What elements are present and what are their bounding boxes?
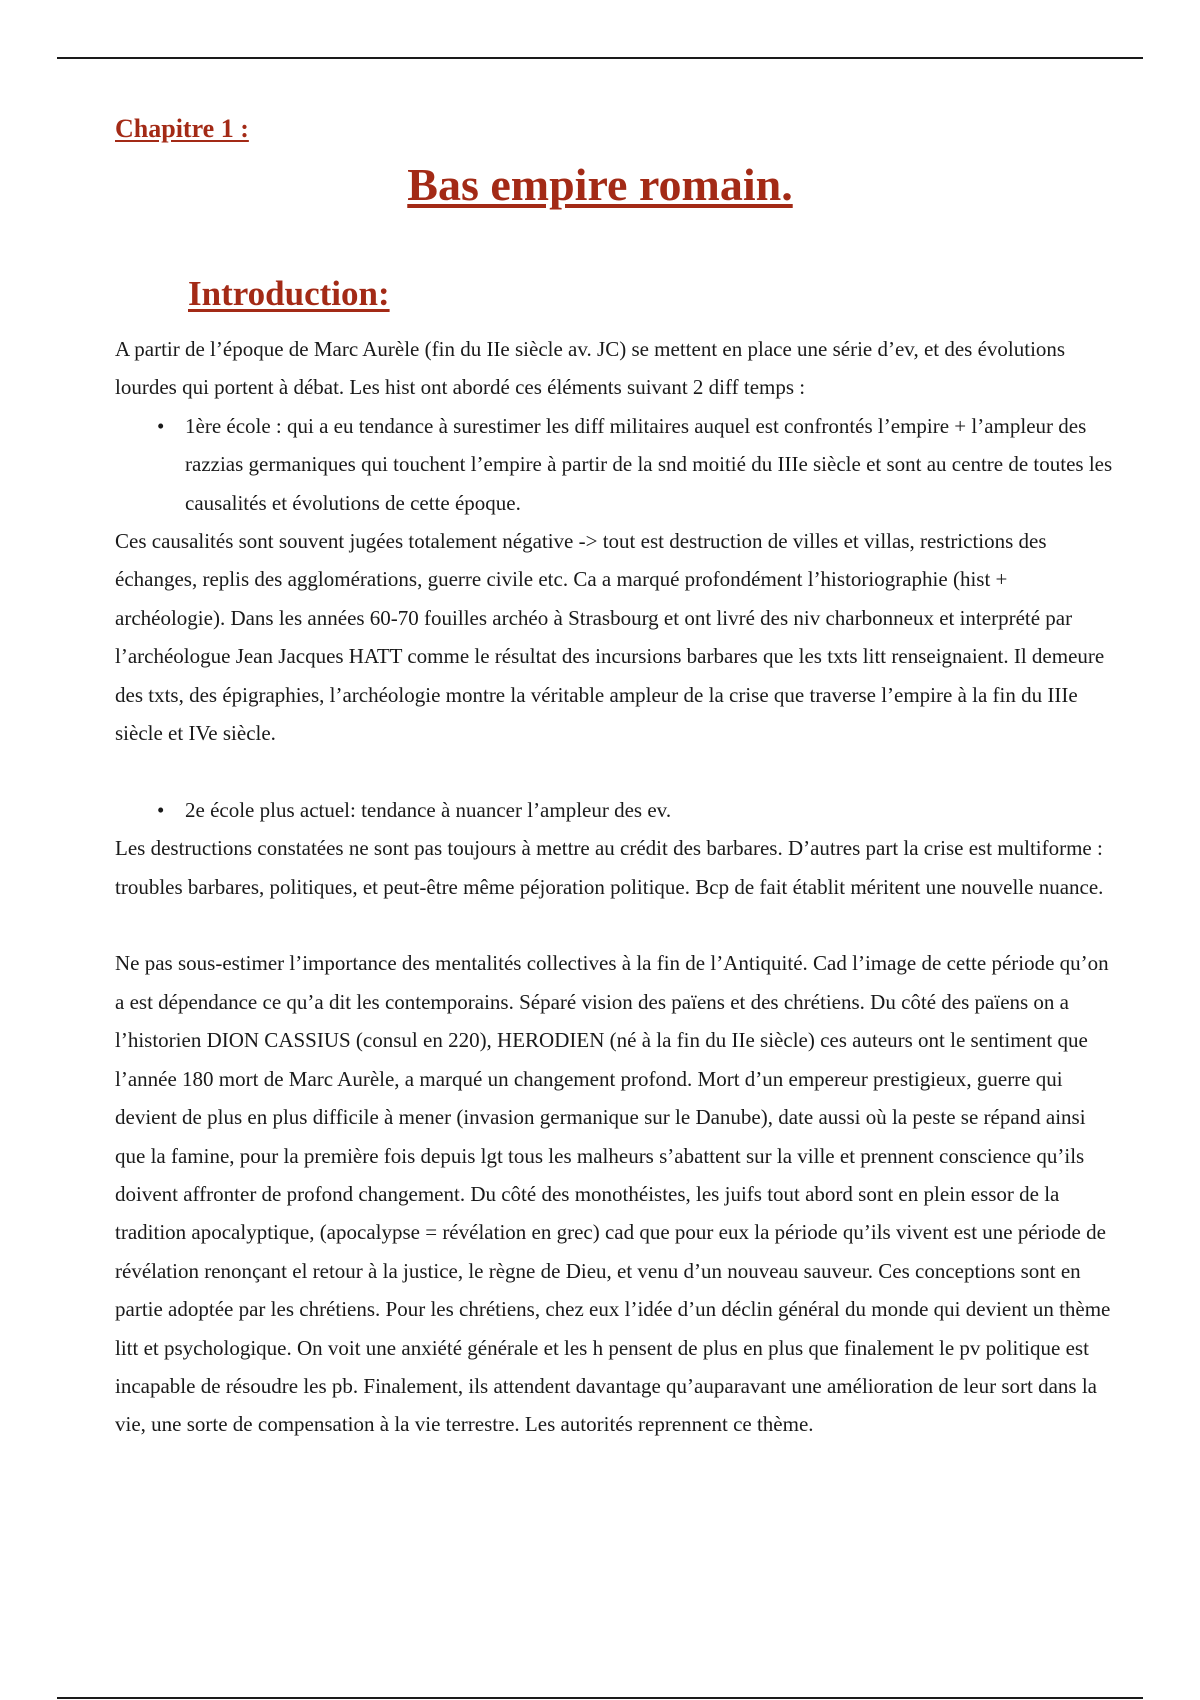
list-item-text: 2e école plus actuel: tendance à nuancer l’ampleur des ev. xyxy=(185,797,672,822)
list-item xyxy=(115,791,1115,829)
paragraph: Ne pas sous-estimer l’importance des mentalités collectives à la fin de l’Antiquité. Cad l’image de cette période qu’on a est dépendance ce qu’a dit les contemporains. Séparé vision des païens et des chrétiens. Du côté des païens on a l’historien DION CASSIUS (consul en 220), HERODIEN (né à la fin du IIe siècle) ces auteurs ont le sentiment que l’année 180 mort de Marc Aurèle, a marqué un changement profond. Mort d’un empereur prestigieux, guerre qui devient de plus en plus difficile à mener (invasion germanique sur le Danube), date aussi où la peste se répand ainsi que la famine, pour la première fois depuis lgt tous les malheurs s’abattent sur la ville et prennent conscience qu’ils doivent affronter de profond changement. Du côté des monothéistes, les juifs tout abord sont en plein essor de la tradition apocalyptique, (apocalypse = révélation en grec) cad que pour eux la période qu’ils vivent est une période de révélation renonçant el retour à la justice, le règne de Dieu, et venu d’un nouveau sauveur. Ces conceptions sont en partie adoptée par les chrétiens. Pour les chrétiens, chez eux l’idée d’un déclin général du monde qui devient un thème litt et psychologique. On voit une anxiété générale et les h pensent de plus en plus que finalement le pv politique est incapable de résoudre les pb. Finalement, ils attendent davantage qu’auparavant une amélioration de leur sort dans la vie, une sorte de compensation à la vie terrestre. Les autorités reprennent ce thème. xyxy=(115,951,1111,1437)
bottom-rule xyxy=(57,1697,1143,1699)
section-heading: Introduction: xyxy=(188,274,390,313)
top-rule xyxy=(57,57,1143,59)
list-item-text: 1ère école : qui a eu tendance à surestimer les diff militaires auquel est confrontés l’empire + l’ampleur des razzias germaniques qui touchent l’empire à partir de la snd moitié du IIIe siècle et sont au centre de toutes les causalités et évolutions de cette époque. xyxy=(185,413,1113,515)
list-item xyxy=(115,407,1115,522)
bullet-icon: • xyxy=(157,797,165,822)
paragraph: Ces causalités sont souvent jugées totalement négative -> tout est destruction de villes et villas, restrictions des échanges, replis des agglomérations, guerre civile etc. Ca a marqué profondément l’historiographie (hist + archéologie). Dans les années 60-70 fouilles archéo à Strasbourg et ont livré des niv charbonneux et interprété par l’archéologue Jean Jacques HATT comme le résultat des incursions barbares que les txts litt renseignaient. Il demeure des txts, des épigraphies, l’archéologie montre la véritable ampleur de la crise que traverse l’empire à la fin du IIIe siècle et IVe siècle. xyxy=(115,529,1105,746)
paragraph: A partir de l’époque de Marc Aurèle (fin du IIe siècle av. JC) se mettent en place une série d’ev, et des évolutions lourdes qui portent à débat. Les hist ont abordé ces éléments suivant 2 diff temps : xyxy=(115,337,1066,400)
page-title: Bas empire romain. xyxy=(407,159,793,210)
paragraph: Les destructions constatées ne sont pas toujours à mettre au crédit des barbares. D’autres part la crise est multiforme : troubles barbares, politiques, et peut-être même péjoration politique. Bcp de fait établit méritent une nouvelle nuance. xyxy=(115,836,1104,899)
chapter-label: Chapitre 1 : xyxy=(115,114,249,143)
document-body xyxy=(115,330,1115,1444)
bullet-icon: • xyxy=(157,413,165,438)
